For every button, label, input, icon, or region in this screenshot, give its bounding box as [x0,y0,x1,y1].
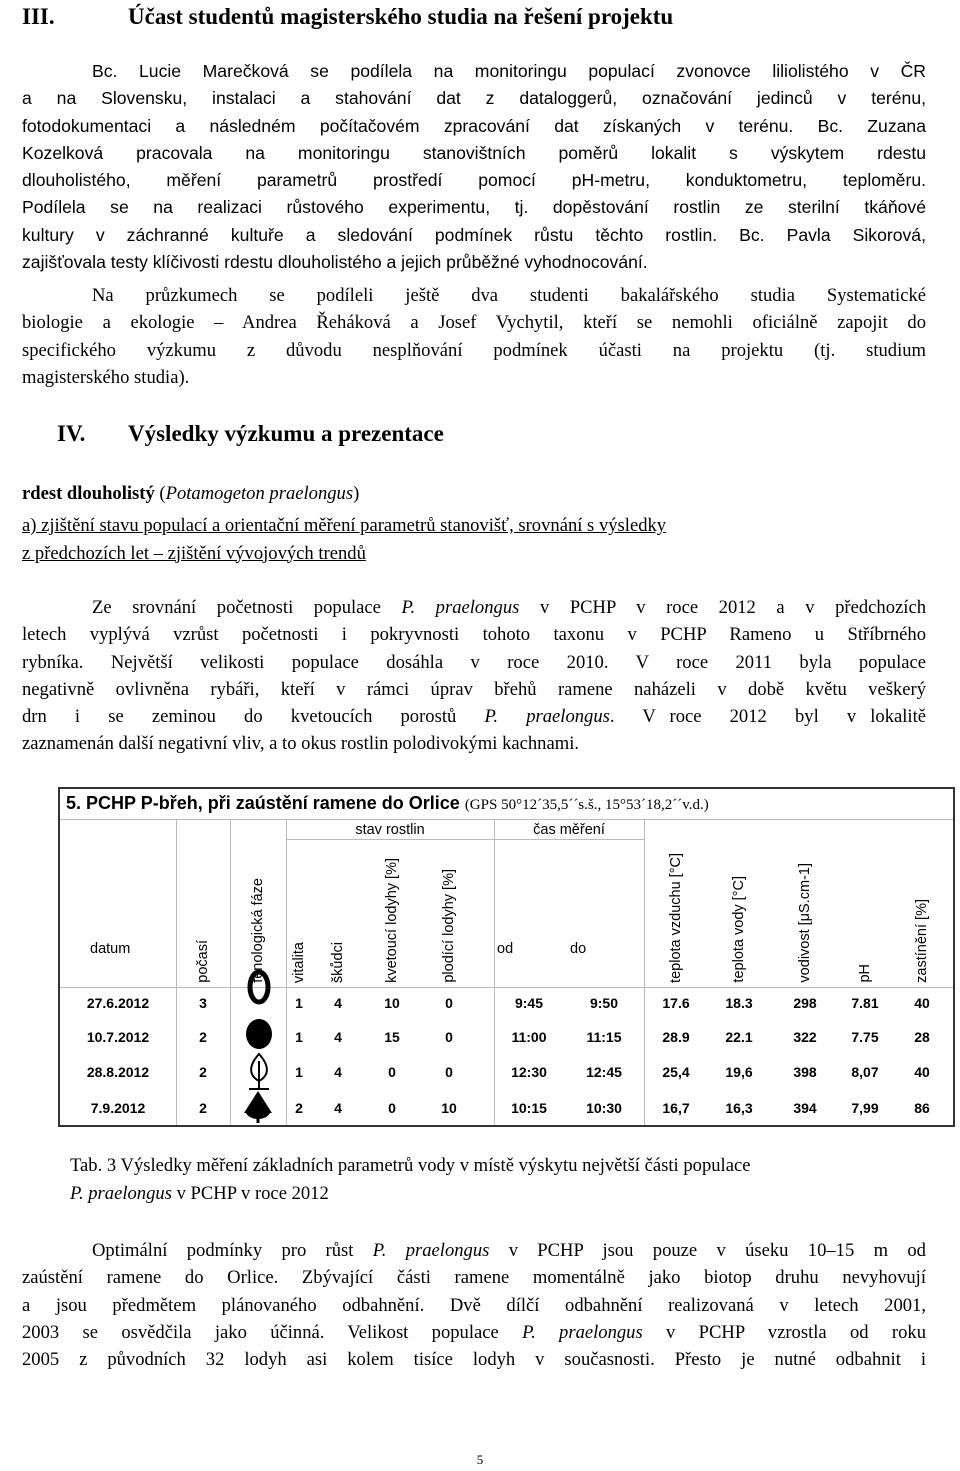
section-3-title: Účast studentů magisterského studia na řešení projektu [128,4,674,29]
cell-do: 12:45 [586,1064,622,1080]
cell-vitalita: 1 [295,1029,303,1045]
cell-datum: 10.7.2012 [86,1029,150,1045]
cell-kvetouci: 0 [388,1100,396,1116]
para2-line: Na průzkumech se podíleli ještě dva studenti bakalářského studia Systematické [92,285,926,306]
table-caption [70,1152,750,1207]
col-header-pests: škůdci [330,941,346,983]
cell-datum: 27.6.2012 [86,995,150,1011]
cell-pocasi: 3 [199,995,207,1011]
cell-kvetouci: 10 [384,995,400,1011]
table-title [66,793,709,814]
cell-plodici: 0 [445,1064,453,1080]
filled-oval-icon [244,1017,274,1051]
cell-do: 9:50 [589,995,619,1011]
cell-vitalita: 2 [295,1100,303,1116]
paragraph-students [22,58,926,276]
col-header-fruiting: plodící lodyhy [%] [441,869,457,983]
cell-tvody: 22.1 [725,1029,753,1045]
cell-vitalita: 1 [295,995,303,1011]
para3-line: zaznamenán další negativní vliv, a to okus rostlin polodivokými kachnami. [22,733,580,755]
para4-line: a jsou předmětem plánovaného odbahnění. Dvě dílčí odbahnění realizovaná v letech 2001, [22,1294,926,1316]
cell-tvody: 18.3 [725,995,753,1011]
cell-skudci: 4 [334,1029,342,1045]
cell-tvzduchu: 16,7 [662,1100,690,1116]
cell-skudci: 4 [334,1100,342,1116]
cell-zastineni: 86 [914,1100,930,1116]
measurement-table [58,787,955,1127]
para3-line: Ze srovnání početnosti populace P. praelongus v PCHP v roce 2012 a v předchozích [92,597,926,618]
para1-line: Kozelková pracovala na monitoringu stanovištních poměrů lokalit s výskytem rdestu [22,142,926,163]
wilting-plant-icon [244,1051,274,1091]
col-header-ph: pH [857,964,873,983]
cell-pocasi: 2 [199,1064,207,1080]
para4-line: 2005 z původních 32 lodyh asi kolem tisíce lodyh v současnosti. Přesto je nutné odbahnit i [22,1349,926,1371]
cell-tvzduchu: 25,4 [662,1064,690,1080]
para1-line: kultury v záchranné kultuře a sledování podmínek růstu těchto rostlin. Bc. Pavla Sikorová, [22,224,926,245]
species-paren-open: ( [154,483,166,504]
cell-ph: 7,99 [851,1100,879,1116]
para3-line: rybníka. Největší velikosti populace dosáhla v roce 2010. V roce 2011 byla populace [22,651,926,673]
paragraph-population-comparison [22,594,926,758]
cell-kvetouci: 15 [384,1029,400,1045]
para1-line: fotodokumentaci a následném počítačovém zpracování dat získaných v terénu. Bc. Zuzana [22,115,926,136]
cell-do: 10:30 [586,1100,622,1116]
cell-datum: 28.8.2012 [86,1064,150,1080]
col-header-weather: počasí [195,940,211,983]
para4-line: zaústění ramene do Orlice. Zbývající části ramene momentálně jako biotop druhu nevyhovují [22,1267,926,1289]
para4-line: 2003 se osvědčila jako účinná. Velikost populace P. praelongus v PCHP vzrostla od roku [22,1321,926,1343]
subheading-a [22,512,666,567]
cell-skudci: 4 [334,1064,342,1080]
para1-line: a na Slovensku, instalaci a stahování dat z dataloggerů, označování jedinců v terénu, [22,88,926,109]
col-header-air-temp: teplota vzduchu [°C] [668,853,684,983]
cell-ph: 8,07 [851,1064,879,1080]
cell-zastineni: 40 [914,1064,930,1080]
para2-line: magisterského studia). [22,366,190,388]
para2-line: biologie a ekologie – Andrea Řeháková a Josef Vychytil, kteří se nemohli oficiálně zapojit do [22,312,926,334]
cell-tvzduchu: 28.9 [662,1029,690,1045]
cell-kvetouci: 0 [388,1064,396,1080]
cell-vodivost: 398 [793,1064,817,1080]
cell-datum: 7.9.2012 [90,1100,146,1116]
section-4-heading [57,421,444,447]
cell-od: 9:45 [514,995,544,1011]
para3-line: negativně ovlivněna rybáři, kteří v rámci úprav břehů ramene naházeli v době květu veškerý [22,678,926,700]
species-paren-close: ) [353,483,360,504]
cell-plodici: 0 [445,995,453,1011]
cell-pocasi: 2 [199,1029,207,1045]
section-4-title: Výsledky výzkumu a prezentace [128,421,444,446]
paragraph-bachelor-students [22,282,926,391]
para3-line: letech vyplývá vzrůst početnosti i pokryvnosti tohoto taxonu v PCHP Rameno u Stříbrného [22,624,926,646]
fruiting-plant-icon [240,1089,276,1125]
para1-line: Podílela se na realizaci růstového experimentu, tj. dopěstování rostlin ze sterilní tkáňové [22,197,926,218]
col-header-flowering: kvetoucí lodyhy [%] [384,858,400,983]
cell-plodici: 10 [441,1100,457,1116]
subheading-line: z předchozích let – zjištění vývojových trendů [22,542,366,564]
species-heading [22,483,359,505]
cell-ph: 7.75 [851,1029,879,1045]
para4-line: Optimální podmínky pro růst P. praelongus v PCHP jsou pouze v úseku 10–15 m od [92,1240,926,1261]
caption-line: Tab. 3 Výsledky měření základních parametrů vody v místě výskytu největší části populace [70,1155,751,1176]
cell-tvzduchu: 17.6 [662,995,690,1011]
cell-tvody: 19,6 [725,1064,753,1080]
table-title-text: 5. PCHP P-břeh, při zaústění ramene do Orlice [66,793,460,813]
ring-icon [246,969,272,1005]
cell-vitalita: 1 [295,1064,303,1080]
cell-od: 12:30 [511,1064,547,1080]
section-3-numeral: III. [22,4,55,29]
col-header-phenology: fenologická fáze [250,878,266,983]
paragraph-optimal-conditions [22,1237,926,1373]
group-header-plant-state: stav rostlin [355,822,425,838]
col-header-shading: zastínění [%] [914,899,930,983]
gps-coordinates: (GPS 50°12´35,5´´s.š., 15°53´18,2´´v.d.) [464,797,709,813]
col-header-date: datum [90,941,131,957]
cell-od: 11:00 [511,1029,547,1045]
cell-vodivost: 298 [793,995,817,1011]
cell-do: 11:15 [586,1029,622,1045]
caption-line: P. praelongus v PCHP v roce 2012 [70,1182,329,1204]
cell-skudci: 4 [334,995,342,1011]
section-4-numeral: IV. [57,421,86,446]
col-header-vitality: vitalita [291,941,307,983]
cell-pocasi: 2 [199,1100,207,1116]
cell-vodivost: 394 [793,1100,817,1116]
para3-line: drn i se zeminou do kvetoucích porostů P. praelongus. V roce 2012 byl v lokalitě [22,706,927,728]
cell-plodici: 0 [445,1029,453,1045]
col-header-to: do [570,941,587,957]
cell-tvody: 16,3 [725,1100,753,1116]
para1-line: zajišťovala testy klíčivosti rdestu dlouholistého a jejich průběžné vyhodnocování. [22,252,648,273]
col-header-conductivity: vodivost [μS.cm-1] [797,863,813,983]
cell-zastineni: 40 [914,995,930,1011]
cell-zastineni: 28 [914,1029,930,1045]
col-header-from: od [497,941,514,957]
section-3-heading [22,4,674,30]
page-number: 5 [476,1452,484,1467]
species-name: rdest dlouholistý [22,483,155,504]
cell-od: 10:15 [511,1100,547,1116]
col-header-water-temp: teplota vody [°C] [731,876,747,983]
subheading-line: a) zjištění stavu populací a orientační měření parametrů stanovišť, srovnání s výsledky [22,515,667,536]
group-header-time: čas měření [533,822,605,838]
para2-line: specifického výzkumu z důvodu nesplňování podmínek účasti na projektu (tj. studium [22,339,926,361]
cell-vodivost: 322 [793,1029,817,1045]
para1-line: Bc. Lucie Marečková se podílela na monitoringu populací zvonovce liliolistého v ČR [92,61,926,81]
species-latin: Potamogeton praelongus [165,483,354,504]
cell-ph: 7.81 [851,995,879,1011]
para1-line: dlouholistého, měření parametrů prostředí pomocí pH-metru, konduktometru, teploměru. [22,170,926,191]
